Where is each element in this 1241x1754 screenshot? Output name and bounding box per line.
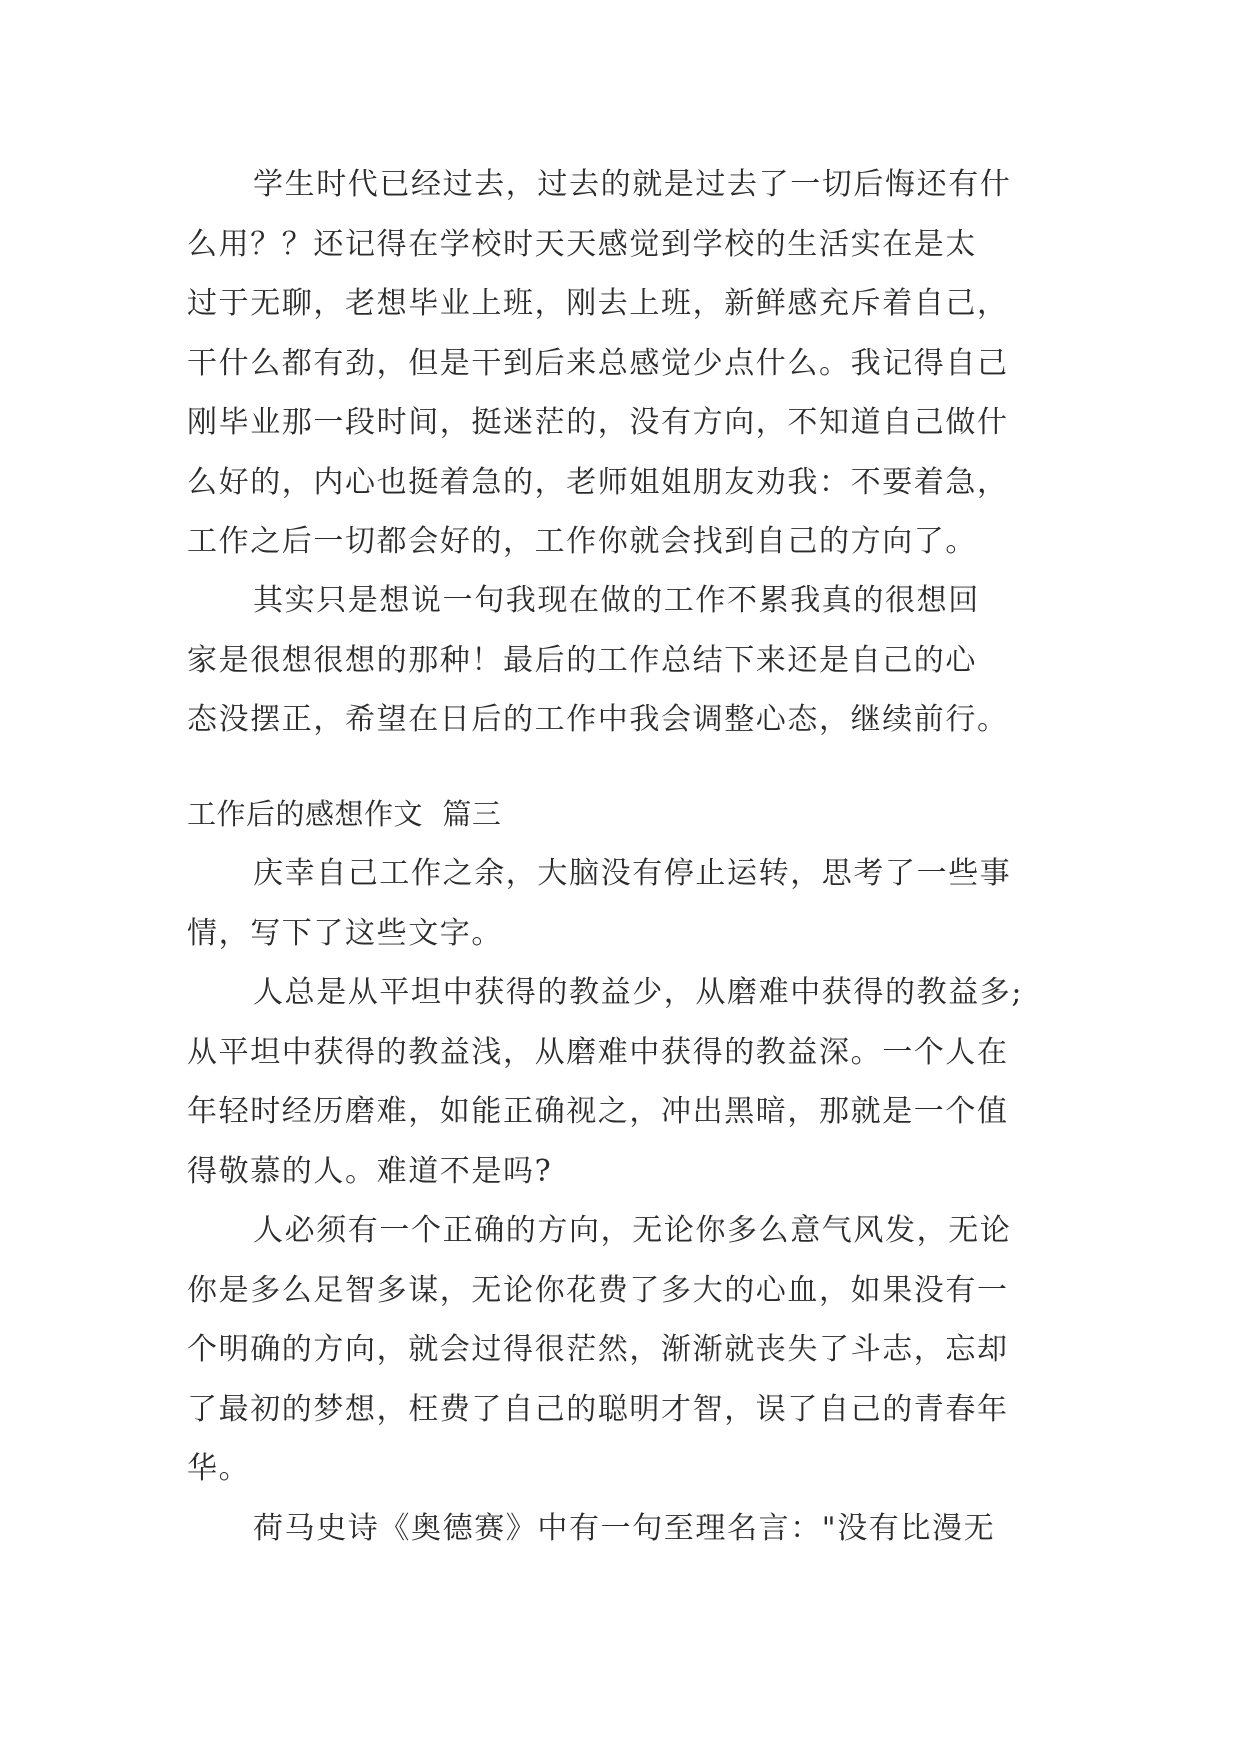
section-heading: 工作后的感想作文 篇三 xyxy=(187,797,502,831)
paragraph-line: 荷马史诗《奥德赛》中有一句至理名言："没有比漫无 xyxy=(253,1511,996,1546)
paragraph-1 xyxy=(187,155,1057,572)
section-paragraph-2 xyxy=(187,963,1057,1201)
paragraph-line: 庆幸自己工作之余，大脑没有停止运转，思考了一些事 xyxy=(253,856,1012,891)
paragraph-line: 人必须有一个正确的方向，无论你多么意气风发，无论 xyxy=(253,1213,1012,1248)
paragraph-line: 得敬慕的人。难道不是吗? xyxy=(187,1153,553,1189)
paragraph-line: 从平坦中获得的教益浅，从磨难中获得的教益深。一个人在 xyxy=(187,1034,1009,1070)
paragraph-line: 你是多么足智多谋，无论你花费了多大的心血，如果没有一 xyxy=(187,1272,1009,1308)
paragraph-line: 年轻时经历磨难，如能正确视之，冲出黑暗，那就是一个值 xyxy=(187,1094,1009,1129)
paragraph-line: 态没摆正，希望在日后的工作中我会调整心态，继续前行。 xyxy=(187,702,1009,737)
section-paragraph-4 xyxy=(187,1499,1057,1559)
paragraph-line: 么用？？还记得在学校时天天感觉到学校的生活实在是太 xyxy=(187,226,977,262)
paragraph-line: 情，写下了这些文字。 xyxy=(187,915,503,951)
paragraph-line: 学生时代已经过去，过去的就是过去了一切后悔还有什 xyxy=(253,167,1012,202)
paragraph-line: 刚毕业那一段时间，挺迷茫的，没有方向，不知道自己做什 xyxy=(187,405,1009,440)
paragraph-line: 工作之后一切都会好的，工作你就会找到自己的方向了。 xyxy=(187,524,977,559)
paragraph-line: 华。 xyxy=(187,1451,251,1486)
paragraph-line: 干什么都有劲，但是干到后来总感觉少点什么。我记得自己 xyxy=(187,345,1009,381)
paragraph-line: 其实只是想说一句我现在做的工作不累我真的很想回 xyxy=(253,583,980,618)
paragraph-2 xyxy=(187,571,1057,750)
paragraph-line: 人总是从平坦中获得的教益少，从磨难中获得的教益多; xyxy=(253,975,1024,1010)
paragraph-line: 过于无聊，老想毕业上班，刚去上班，新鲜感充斥着自己， xyxy=(187,286,1009,321)
paragraph-line: 个明确的方向，就会过得很茫然，渐渐就丧失了斗志，忘却 xyxy=(187,1332,1009,1367)
section-paragraph-3 xyxy=(187,1201,1057,1499)
section-paragraph-1 xyxy=(187,844,1057,963)
paragraph-line: 么好的，内心也挺着急的，老师姐姐朋友劝我：不要着急， xyxy=(187,464,1009,500)
paragraph-line: 家是很想很想的那种！最后的工作总结下来还是自己的心 xyxy=(187,642,977,678)
paragraph-line: 了最初的梦想，枉费了自己的聪明才智，误了自己的青春年 xyxy=(187,1391,1009,1427)
